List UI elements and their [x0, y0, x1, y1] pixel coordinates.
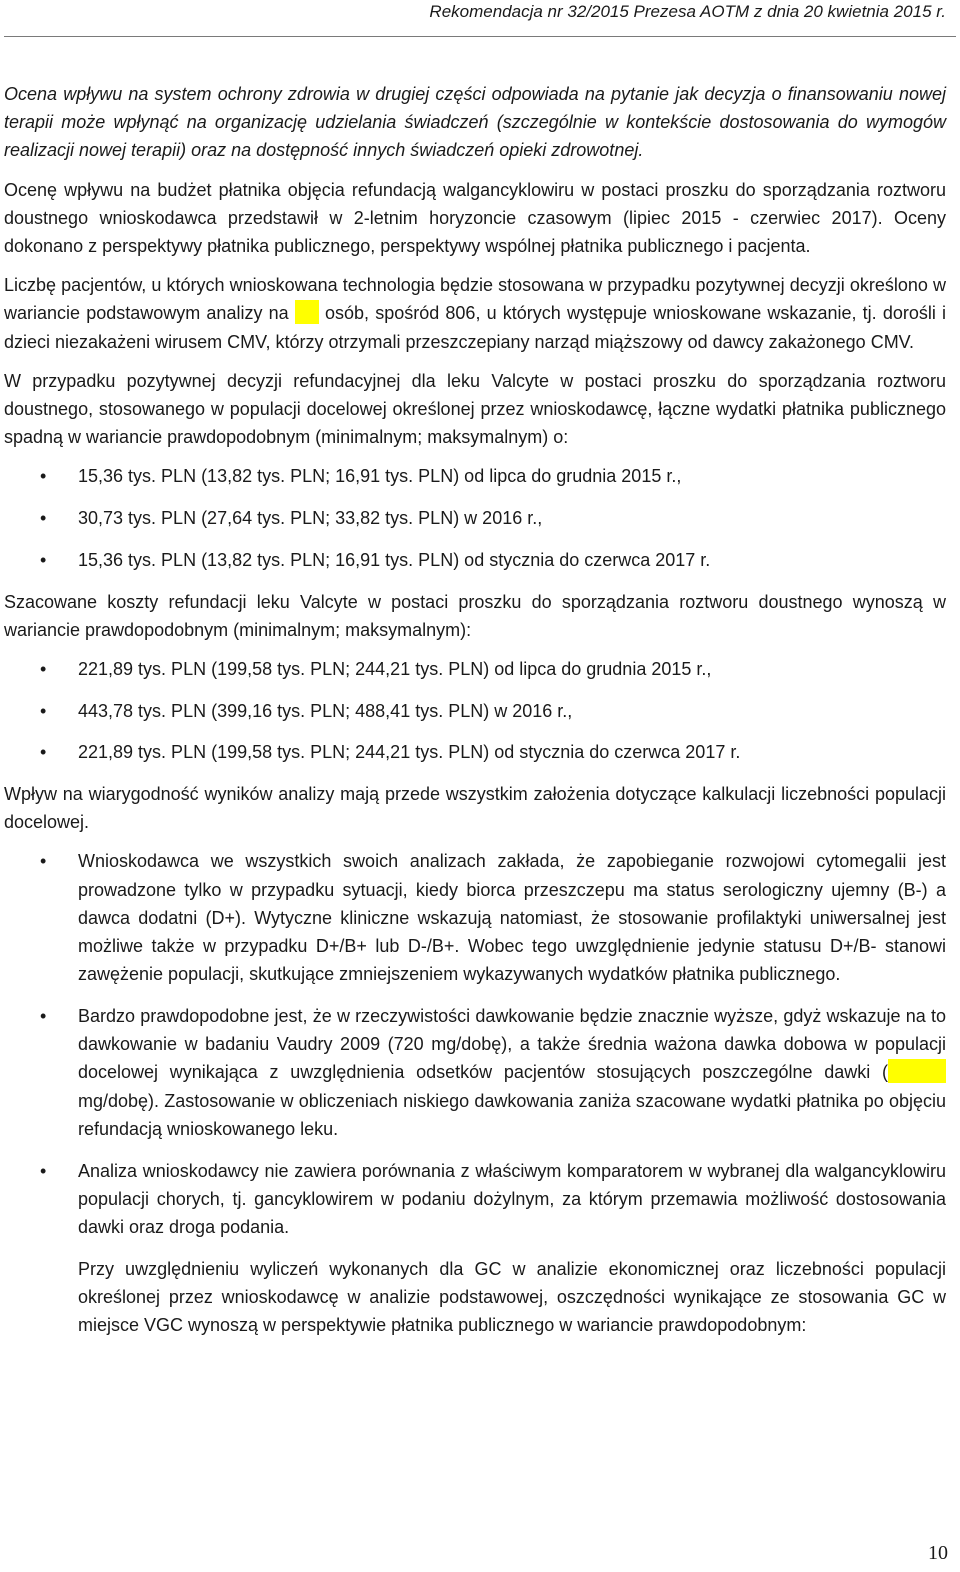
running-header: Rekomendacja nr 32/2015 Prezesa AOTM z dnia 20 kwietnia 2015 r. — [429, 2, 946, 21]
list-item: • 221,89 tys. PLN (199,58 tys. PLN; 244,21 tys. PLN) od lipca do grudnia 2015 r., — [4, 655, 946, 683]
list-item: • Wnioskodawca we wszystkich swoich analizach zakłada, że zapobieganie rozwojowi cytomegalii jest prowadzone tylko w przypadku sytuacji, kiedy biorca przeszczepu ma status serologiczny ujemny (B-) a dawca dodatni (D+). Wytyczne kliniczne wskazują natomiast, że stosowanie profilaktyki uniwersalnej jest możliwe także w przypadku D+/B+ lub D-/B+. Wobec tego uwzględnienie jedynie statusu D+/B- stanowi zawężenie populacji, skutkujące zmniejszeniem wykazywanych wydatków płatnika publicznego. — [4, 847, 946, 988]
list-item: • 15,36 tys. PLN (13,82 tys. PLN; 16,91 tys. PLN) od lipca do grudnia 2015 r., — [4, 462, 946, 490]
paragraph-gc-savings: Przy uwzględnieniu wyliczeń wykonanych dla GC w analizie ekonomicznej oraz liczebności populacji określonej przez wnioskodawcę w analizie podstawowej, oszczędności wynikające ze stosowania GC w miejsce VGC wynoszą w perspektywie płatnika publicznego w wariancie prawdopodobnym: — [78, 1258, 946, 1336]
list-item: • 15,36 tys. PLN (13,82 tys. PLN; 16,91 tys. PLN) od stycznia do czerwca 2017 r. — [4, 546, 946, 574]
list-item: • Analiza wnioskodawcy nie zawiera porównania z właściwym komparatorem w wybranej dla walgancyklowiru populacji chorych, tj. gancyklowirem w podaniu dożylnym, za którym przemawia możliwość dostosowania dawki oraz droga podania. — [4, 1157, 946, 1242]
page-number: 10 — [928, 1542, 948, 1564]
paragraph-system-impact: Ocena wpływu na system ochrony zdrowia w drugiej części odpowiada na pytanie jak decyzja o finansowaniu nowej terapii może wpłynąć na organizację udzielania świadczeń (szczególnie w kontekście dostosowania do wymogów realizacji nowej terapii) oraz na dostępność innych świadczeń opieki zdrowotnej. — [4, 84, 946, 161]
limitations-list — [4, 847, 946, 1241]
redacted-dose — [888, 1059, 946, 1083]
list-item: • 221,89 tys. PLN (199,58 tys. PLN; 244,21 tys. PLN) od stycznia do czerwca 2017 r. — [4, 738, 946, 766]
patient-count-text-end: osób, spośród 806, u których występuje wnioskowane wskazanie, tj. dorośli i dzieci niezakażeni wirusem CMV, którzy otrzymali przeszczepiany narząd miąższowy od dawcy zakażonego CMV. — [4, 303, 947, 352]
patient-count-text-start: Liczbę pacjentów, u których wnioskowana technologia będzie stosowana w przypadku pozytywnej decyzji określono w wariancie podstawowym analizy na — [4, 275, 946, 324]
dosage-text-end: mg/dobę). Zastosowanie w obliczeniach niskiego dawkowania zaniża szacowane wydatki płatnika po objęciu refundacją wnioskowanego leku. — [78, 1090, 946, 1139]
paragraph-budget-impact: Ocenę wpływu na budżet płatnika objęcia refundacją walgancyklowiru w postaci proszku do sporządzania roztworu doustnego wnioskodawca przedstawił w 2-letnim horyzoncie czasowym (lipiec 2015 - czerwiec 2017). Oceny dokonano z perspektywy płatnika publicznego, perspektywy wspólnej płatnika publicznego i pacjenta. — [4, 179, 946, 257]
header-divider — [4, 36, 956, 37]
list-item: • 30,73 tys. PLN (27,64 tys. PLN; 33,82 tys. PLN) w 2016 r., — [4, 504, 946, 532]
paragraph-savings-intro: W przypadku pozytywnej decyzji refundacyjnej dla leku Valcyte w postaci proszku do sporządzania roztworu doustnego, stosowanego w populacji docelowej określonej przez wnioskodawcę, łączne wydatki płatnika publicznego spadną w wariancie prawdopodobnym (minimalnym; maksymalnym) o: — [4, 370, 946, 448]
paragraph-reliability: Wpływ na wiarygodność wyników analizy mają przede wszystkim założenia dotyczące kalkulacji liczebności populacji docelowej. — [4, 784, 946, 833]
costs-list — [4, 655, 946, 767]
list-item: • 443,78 tys. PLN (399,16 tys. PLN; 488,41 tys. PLN) w 2016 r., — [4, 697, 946, 725]
list-item — [4, 1002, 946, 1143]
paragraph-patient-count — [4, 271, 946, 356]
paragraph-costs-intro: Szacowane koszty refundacji leku Valcyte w postaci proszku do sporządzania roztworu doustnego wynoszą w wariancie prawdopodobnym (minimalnym; maksymalnym): — [4, 591, 946, 640]
document-body — [4, 80, 946, 1350]
savings-list — [4, 462, 946, 574]
redacted-patient-count — [295, 300, 319, 324]
dosage-text-start: Bardzo prawdopodobne jest, że w rzeczywistości dawkowanie będzie znacznie wyższe, gdyż wskazuje na to dawkowanie w badaniu Vaudry 2009 (720 mg/dobę), a także średnia ważona dawka dobowa w populacji docelowej wynikająca z uwzględnienia odsetków pacjentów stosujących poszczególne dawki ( — [78, 1005, 946, 1083]
